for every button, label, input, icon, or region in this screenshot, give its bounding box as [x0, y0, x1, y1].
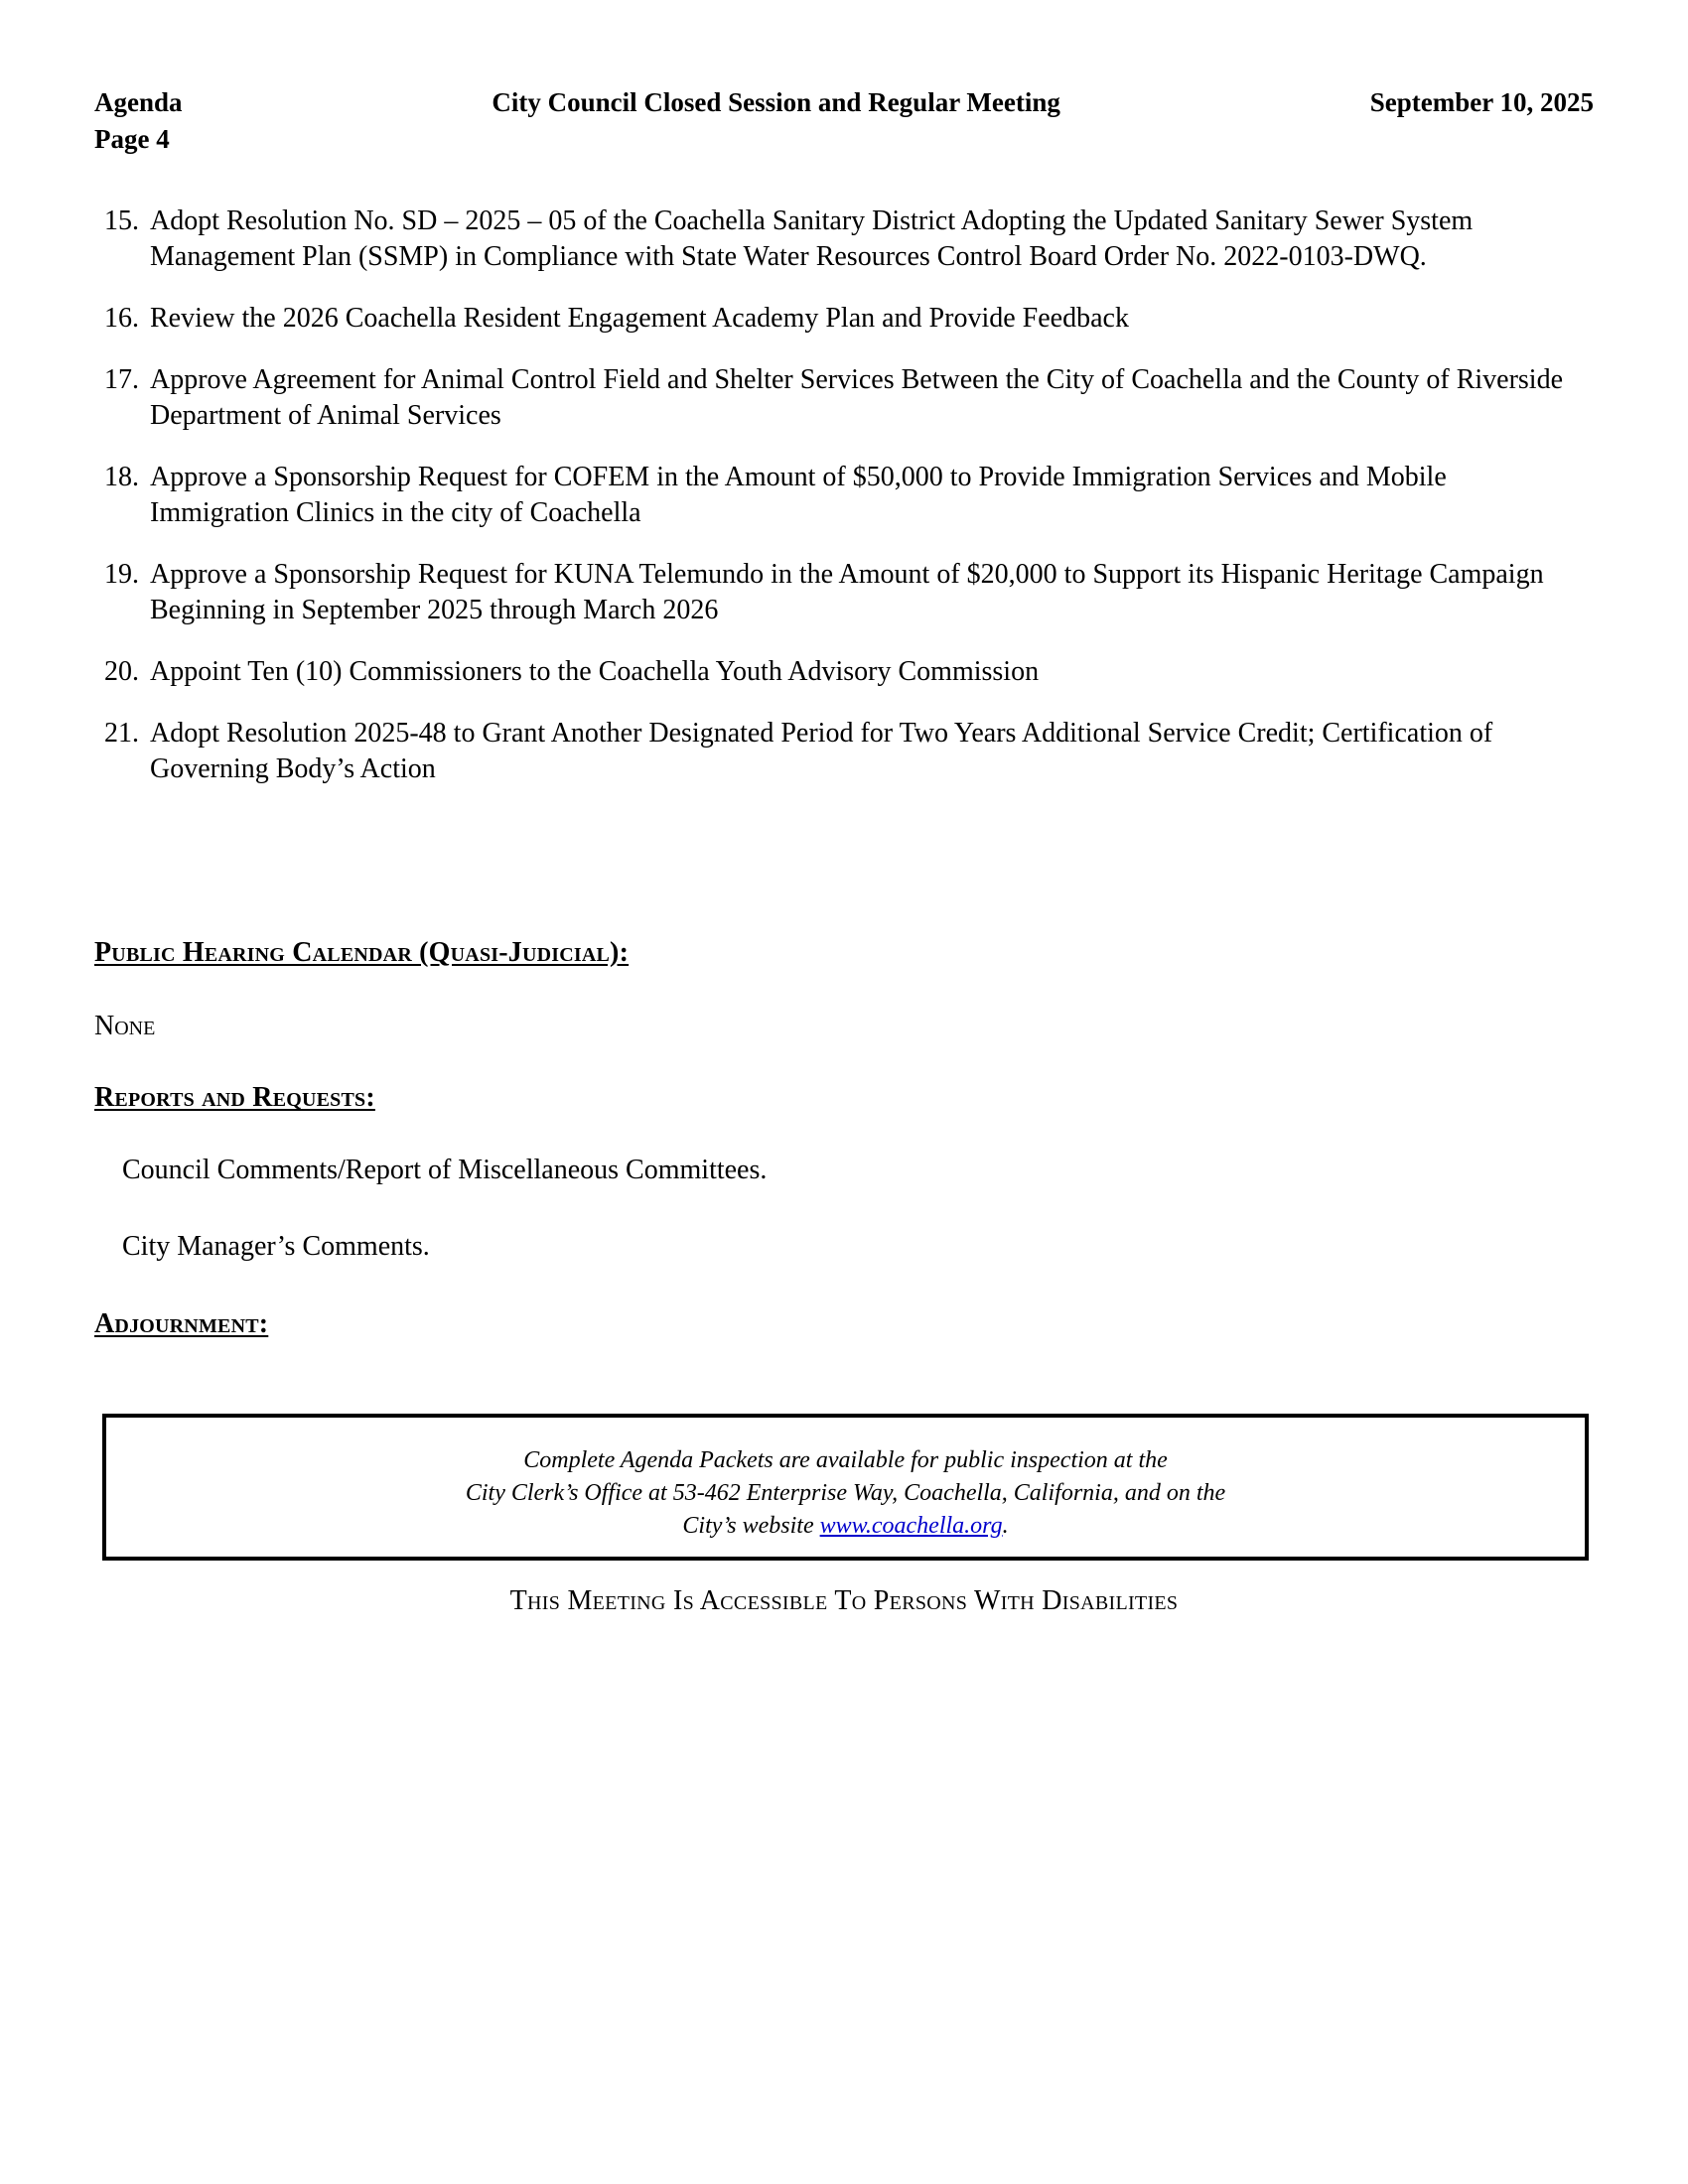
agenda-item-number: 16. — [104, 302, 139, 334]
agenda-item — [94, 362, 1594, 434]
notice-line-3-prefix: City’s website — [682, 1513, 820, 1540]
header-row — [94, 85, 1594, 120]
agenda-item-number: 19. — [104, 558, 139, 590]
agenda-item-number: 15. — [104, 205, 139, 236]
agenda-item-number: 17. — [104, 363, 139, 395]
header-agenda-title: Agenda — [94, 87, 183, 117]
notice-text-block — [106, 1444, 1585, 1543]
agenda-item-text: Adopt Resolution No. SD – 2025 – 05 of the Coachella Sanitary District Adopting the Updated Sanitary Sewer System Management Plan (SSMP) in Compliance with State Water Resources Control Board Order No. 2022-0103-DWQ. — [150, 205, 1474, 272]
agenda-item-number: 20. — [104, 655, 139, 687]
header-page-number: Page 4 — [94, 124, 170, 155]
agenda-item — [94, 716, 1594, 787]
accessibility-notice: This Meeting Is Accessible To Persons With Disabilities — [509, 1585, 1179, 1616]
notice-line-3 — [106, 1510, 1585, 1543]
agenda-item — [94, 654, 1594, 690]
notice-line-3-suffix: . — [1002, 1513, 1009, 1540]
agenda-item-text: Appoint Ten (10) Commissioners to the Coachella Youth Advisory Commission — [150, 655, 1040, 687]
section-heading-public-hearing-calendar: Public Hearing Calendar (Quasi-Judicial): — [94, 937, 630, 968]
agenda-item — [94, 460, 1594, 531]
agenda-item-text: Approve a Sponsorship Request for KUNA Telemundo in the Amount of $20,000 to Support its Hispanic Heritage Campaign Beginning in September 2025 through March 2026 — [150, 558, 1544, 625]
section-heading-adjournment: Adjournment: — [94, 1308, 269, 1339]
public-hearing-none-text: None — [94, 1011, 156, 1041]
agenda-item-text: Approve Agreement for Animal Control Field and Shelter Services Between the City of Coachella and the County of Riverside Department of Animal Services — [150, 363, 1564, 431]
section-heading-reports-and-requests: Reports and Requests: — [94, 1082, 375, 1113]
agenda-item-list — [94, 204, 1594, 813]
notice-line-1: Complete Agenda Packets are available for public inspection at the — [523, 1447, 1168, 1473]
reports-item-council-comments: Council Comments/Report of Miscellaneous Committees. — [122, 1155, 768, 1185]
agenda-item — [94, 204, 1594, 275]
agenda-item-number: 18. — [104, 461, 139, 492]
notice-line-2: City Clerk’s Office at 53-462 Enterprise Way, Coachella, California, and on the — [465, 1480, 1226, 1507]
agenda-item — [94, 557, 1594, 628]
reports-item-city-manager-comments: City Manager’s Comments. — [122, 1231, 430, 1262]
agenda-item — [94, 301, 1594, 337]
header-meeting-title: City Council Closed Session and Regular Meeting — [492, 87, 1060, 117]
header-meeting-date: September 10, 2025 — [1369, 87, 1594, 117]
agenda-item-text: Adopt Resolution 2025-48 to Grant Another Designated Period for Two Years Additional Service Credit; Certification of Governing Body’s Action — [150, 717, 1493, 784]
agenda-item-number: 21. — [104, 717, 139, 749]
city-website-link[interactable]: www.coachella.org — [819, 1513, 1003, 1540]
agenda-item-text: Approve a Sponsorship Request for COFEM in the Amount of $50,000 to Provide Immigration Services and Mobile Immigration Clinics in the city of Coachella — [150, 461, 1447, 528]
page-header — [94, 85, 1594, 157]
agenda-item-text: Review the 2026 Coachella Resident Engagement Academy Plan and Provide Feedback — [150, 302, 1129, 334]
agenda-packet-notice-box — [102, 1414, 1589, 1561]
